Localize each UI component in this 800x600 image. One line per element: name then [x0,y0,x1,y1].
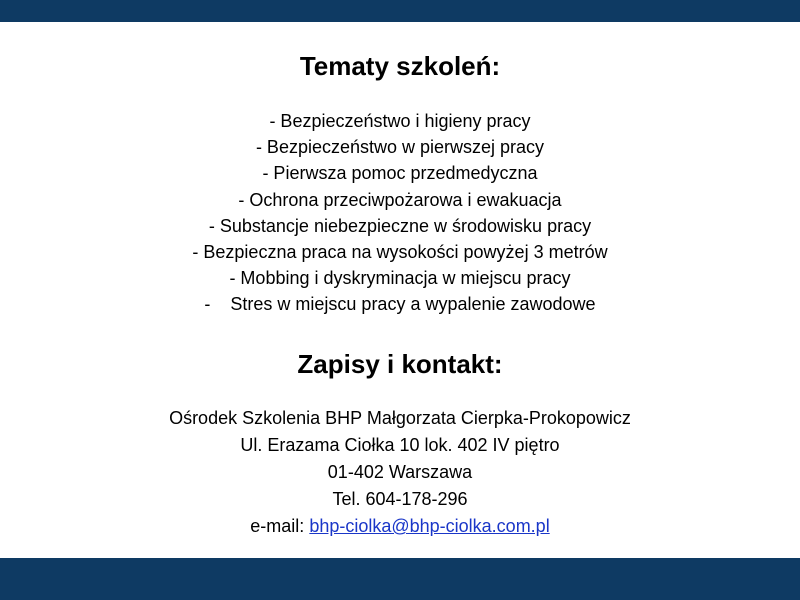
bottom-banner [0,558,800,600]
topic-item: - Mobbing i dyskryminacja w miejscu pracy [229,268,571,289]
organization-name: Ośrodek Szkolenia BHP Małgorzata Cierpka-Prokopowicz [169,408,631,428]
topic-item: - Pierwsza pomoc przedmedyczna [262,163,538,184]
contact-block [0,405,800,540]
slide-content [0,22,800,558]
city-address: 01-402 Warszawa [327,462,473,482]
topic-item: - Bezpieczna praca na wysokości powyżej 3 metrów [192,242,608,263]
email-label: e-mail: [250,516,310,536]
street-address: Ul. Erazama Ciołka 10 lok. 402 IV piętro [240,435,560,455]
contact-heading: Zapisy i kontakt: [297,349,503,379]
topic-item: - Stres w miejscu pracy a wypalenie zawodowe [204,294,596,315]
topic-item: - Ochrona przeciwpożarowa i ewakuacja [238,189,562,210]
topic-item: - Substancje niebezpieczne w środowisku pracy [208,215,592,236]
topics-list [0,108,800,318]
topics-heading: Tematy szkoleń: [299,51,501,81]
email-link[interactable]: bhp-ciolka@bhp-ciolka.com.pl [309,516,550,536]
phone-number: Tel. 604-178-296 [332,489,468,509]
top-banner [0,0,800,22]
topic-item: - Bezpieczeństwo i higieny pracy [269,111,531,131]
topic-item: - Bezpieczeństwo w pierwszej pracy [255,137,545,158]
email-line [0,513,800,540]
